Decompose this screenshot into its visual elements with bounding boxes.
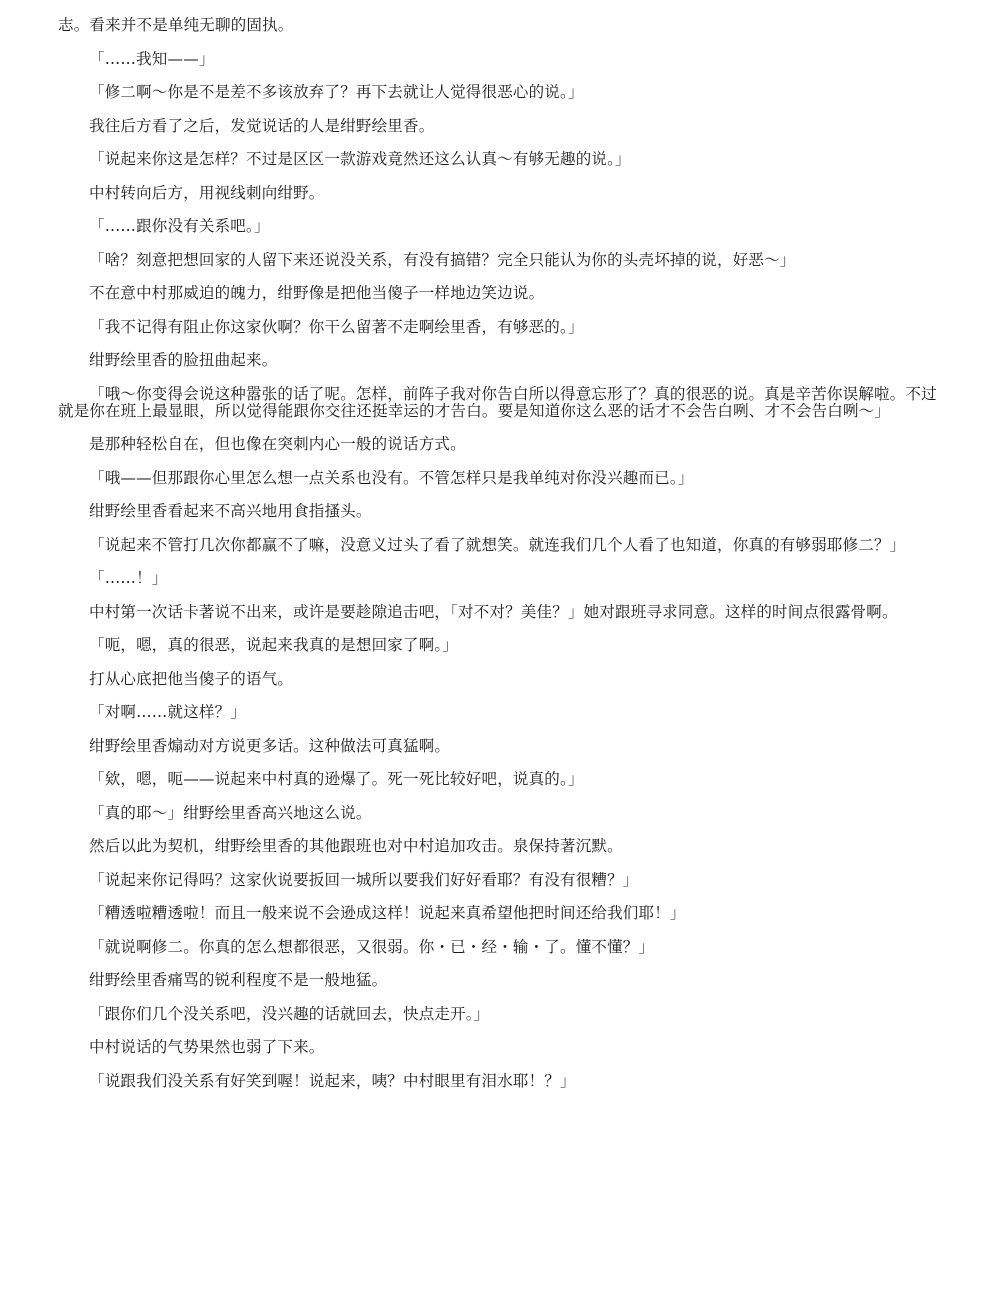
paragraph: 然后以此为契机，绀野绘里香的其他跟班也对中村追加攻击。泉保持著沉默。 [89, 837, 623, 855]
paragraph: 「说起来不管打几次你都赢不了嘛，没意义过头了看了就想笑。就连我们几个人看了也知道，你真的有够弱耶修二？」 [89, 535, 906, 554]
paragraph: 中村说话的气势果然也弱了下来。 [89, 1038, 325, 1056]
paragraph: 「……！」 [89, 569, 168, 587]
paragraph: 中村第一次话卡著说不出来，或许是要趁隙追击吧，「对不对？美佳？」她对跟班寻求同意。这样的时间点很露骨啊。 [89, 602, 898, 621]
paragraph: 「跟你们几个没关系吧，没兴趣的话就回去，快点走开。」 [89, 1004, 490, 1023]
paragraph: 「哦～你变得会说这种嚣张的话了呢。怎样，前阵子我对你告白所以得意忘形了？真的很恶的说。真是辛苦你误解啦。不过就是你在班上最显眼，所以觉得能跟你交往还挺幸运的才告白。要是知道你这么恶的话才不会告白咧、才不会告白咧～」 [58, 384, 937, 420]
paragraph: 中村转向后方，用视线刺向绀野。 [89, 183, 325, 202]
paragraph: 「欸，嗯，呃——说起来中村真的逊爆了。死一死比较好吧，说真的。」 [89, 770, 584, 788]
paragraph: 绀野绘里香痛骂的锐利程度不是一般地猛。 [89, 971, 388, 989]
paragraph: 「对啊……就这样？」 [89, 703, 247, 721]
paragraph: 「就说啊修二。你真的怎么想都很恶，又很弱。你・已・经・输・了。懂不懂？」 [89, 937, 655, 956]
paragraph: 「啥？刻意把想回家的人留下来还说没关系，有没有搞错？完全只能认为你的头壳坏掉的说，好恶～」 [89, 250, 796, 269]
paragraph: 绀野绘里香看起来不高兴地用食指搔头。 [89, 502, 372, 520]
paragraph: 绀野绘里香煽动对方说更多话。这种做法可真猛啊。 [89, 736, 451, 755]
paragraph: 绀野绘里香的脸扭曲起来。 [89, 351, 278, 369]
paragraph: 「……我知——」 [89, 49, 215, 68]
paragraph: 「说起来你记得吗？这家伙说要扳回一城所以要我们好好看耶？有没有很糟？」 [89, 870, 639, 889]
paragraph: 「……跟你没有关系吧。」 [89, 217, 270, 235]
paragraph: 是那种轻松自在，但也像在突刺内心一般的说话方式。 [89, 435, 466, 453]
paragraph: 「说跟我们没关系有好笑到喔！说起来，咦？中村眼里有泪水耶！？」 [89, 1071, 576, 1090]
paragraph: 「哦——但那跟你心里怎么想一点关系也没有。不管怎样只是我单纯对你没兴趣而已。」 [89, 468, 694, 487]
paragraph: 打从心底把他当傻子的语气。 [89, 669, 294, 688]
paragraph: 我往后方看了之后，发觉说话的人是绀野绘里香。 [89, 116, 435, 135]
paragraph: 「呃，嗯，真的很恶，说起来我真的是想回家了啊。」 [89, 636, 459, 654]
paragraph: 「真的耶～」绀野绘里香高兴地这么说。 [89, 803, 372, 822]
paragraph: 不在意中村那威迫的魄力，绀野像是把他当傻子一样地边笑边说。 [89, 284, 545, 302]
document-page [58, 17, 938, 1106]
paragraph: 「说起来你这是怎样？不过是区区一款游戏竟然还这么认真～有够无趣的说。」 [89, 150, 631, 168]
paragraph: 「修二啊～你是不是差不多该放弃了？再下去就让人觉得很恶心的说。」 [89, 83, 584, 101]
paragraph: 志。看来并不是单纯无聊的固执。 [58, 16, 294, 34]
paragraph: 「我不记得有阻止你这家伙啊？你干么留著不走啊绘里香，有够恶的。」 [89, 317, 584, 336]
paragraph: 「糟透啦糟透啦！而且一般来说不会逊成这样！说起来真希望他把时间还给我们耶！」 [89, 904, 686, 922]
